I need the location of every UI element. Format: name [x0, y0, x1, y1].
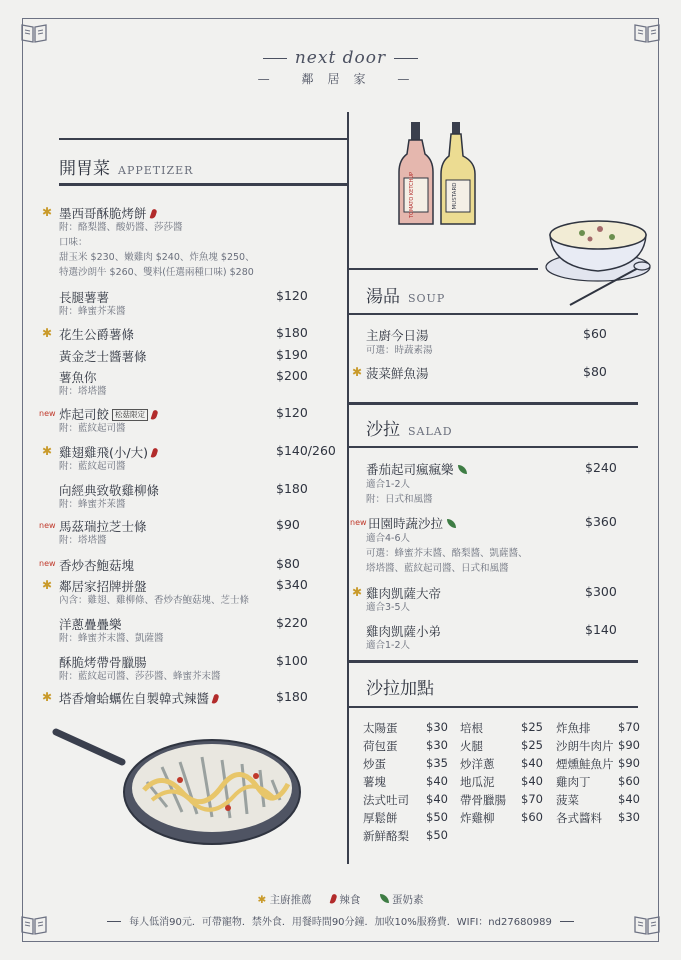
item-note: 可選：時蔬素湯: [366, 345, 433, 356]
salad-title-zh: 沙拉: [366, 420, 400, 440]
footer-note: [0, 913, 681, 928]
addon-name: 菠菜: [556, 793, 579, 807]
legend-veg: [376, 894, 424, 906]
addon-price: $30: [426, 738, 448, 752]
skillet-illustration: [52, 722, 302, 852]
chef-recommend-icon: ✱: [257, 894, 267, 906]
menu-item: [59, 443, 157, 461]
item-name: 花生公爵薯條: [59, 327, 135, 342]
addon-price: $25: [521, 720, 543, 734]
new-tag: new: [350, 518, 367, 527]
chef-recommend-icon: ✱: [42, 444, 53, 458]
appetizer-title-en: APPETIZER: [118, 164, 194, 177]
addon-name: 地瓜泥: [460, 775, 495, 789]
menu-item: [59, 405, 157, 423]
addon-name: 太陽蛋: [363, 721, 398, 735]
appetizer-top-line: [59, 138, 347, 140]
item-price: $360: [585, 514, 617, 529]
addon-price: $40: [618, 792, 640, 806]
chef-recommend-icon: ✱: [352, 585, 363, 599]
addon-name: 炸魚排: [556, 721, 591, 735]
item-name: 黃金芝士醬薯條: [59, 349, 147, 364]
item-note: 附：日式和風醬: [366, 494, 433, 505]
addon-price: $50: [426, 810, 448, 824]
item-name: 塔香燴蛤蠣佐自製韓式辣醬: [59, 691, 210, 706]
item-price: $240: [585, 460, 617, 475]
condiment-bottles-illustration: [395, 120, 485, 230]
addon-price: $50: [426, 828, 448, 842]
menu-item: [368, 514, 456, 532]
item-name: 田園時蔬沙拉: [368, 516, 444, 531]
item-name: 墨西哥酥脆烤餅: [59, 206, 147, 221]
book-icon: [20, 22, 48, 44]
item-note: 塔塔醬、藍紋起司醬、日式和風醬: [366, 563, 509, 574]
item-name: 香炒杏鮑菇塊: [59, 558, 135, 573]
addon-name: 薯塊: [363, 775, 386, 789]
item-price: $300: [585, 584, 617, 599]
salad-title: [366, 415, 453, 440]
addon-price: $60: [521, 810, 543, 824]
item-price: $80: [276, 556, 300, 571]
addon-name: 新鮮酪梨: [363, 829, 409, 843]
ketchup-label: TOMATO KETCHUP: [409, 171, 415, 219]
item-price: $340: [276, 577, 308, 592]
salad-underline: [348, 446, 638, 448]
addon-name: 火腿: [460, 739, 483, 753]
item-price: $180: [276, 481, 308, 496]
item-note: 附：塔塔醬: [59, 535, 107, 546]
addon-price: $70: [521, 792, 543, 806]
chef-recommend-icon: ✱: [42, 326, 53, 340]
addon-name: 培根: [460, 721, 483, 735]
item-price: $140: [585, 622, 617, 637]
item-name: 主廚今日湯: [366, 328, 429, 343]
item-note: 甜玉米 $230、嫩雞肉 $240、炸魚塊 $250、: [59, 252, 255, 263]
item-price: $80: [583, 364, 607, 379]
appetizer-underline: [59, 183, 347, 186]
soup-title-en: SOUP: [408, 292, 446, 305]
legend: [0, 892, 681, 907]
addon-name: 帶骨臘腸: [460, 793, 506, 807]
addon-top-line: [348, 660, 638, 663]
addon-name: 煙燻鮭魚片: [556, 757, 614, 771]
addon-price: $40: [521, 774, 543, 788]
brand-header: [0, 48, 681, 87]
addon-name: 荷包蛋: [363, 739, 398, 753]
chef-recommend-icon: ✱: [352, 365, 363, 379]
menu-item: [59, 204, 156, 222]
item-price: $200: [276, 368, 308, 383]
menu-item: [366, 460, 467, 478]
legend-chef-label: 主廚推薦: [269, 894, 312, 906]
item-price: $220: [276, 615, 308, 630]
chef-recommend-icon: ✱: [42, 690, 53, 704]
item-name: 菠菜鮮魚湯: [366, 366, 429, 381]
vegetarian-leaf-icon: [458, 465, 467, 474]
salad-title-en: SALAD: [408, 425, 453, 438]
addon-price: $40: [426, 792, 448, 806]
addon-price: $40: [521, 756, 543, 770]
chili-icon: [330, 893, 338, 904]
legend-chef: [257, 894, 311, 906]
appetizer-title-zh: 開胃菜: [59, 159, 110, 179]
addon-name: 雞肉丁: [556, 775, 591, 789]
item-note: 口味：: [59, 237, 88, 248]
addon-price: $30: [618, 810, 640, 824]
item-note: 適合1-2人: [366, 640, 411, 651]
item-name: 炸起司餃: [59, 407, 110, 422]
chef-recommend-icon: ✱: [42, 205, 53, 219]
addon-name: 厚鬆餅: [363, 811, 398, 825]
item-note: 附：藍紋起司醬、莎莎醬、蜂蜜芥末醬: [59, 671, 221, 682]
item-name: 長腿薯薯: [59, 290, 110, 305]
addon-name: 炸雞柳: [460, 811, 495, 825]
item-name: 雞翅雞飛(小/大): [59, 445, 148, 460]
brand-script: [0, 48, 681, 68]
item-price: $190: [276, 347, 308, 362]
book-icon: [633, 22, 661, 44]
item-price: $120: [276, 288, 308, 303]
item-name: 向經典致敬雞柳條: [59, 483, 160, 498]
menu-item: [59, 689, 218, 707]
item-note: 適合1-2人: [366, 479, 411, 490]
item-name: 酥脆烤帶骨臘腸: [59, 655, 147, 670]
item-name: 鄰居家招牌拼盤: [59, 579, 147, 594]
footer-text: 每人低消90元．可帶寵物．禁外食．用餐時間90分鐘．加收10%服務費．WIFI：nd27680989: [129, 917, 552, 928]
item-note: 附：蜂蜜芥末醬、凱薩醬: [59, 633, 164, 644]
vegetarian-leaf-icon: [447, 519, 456, 528]
salad-top-line: [348, 402, 638, 405]
appetizer-title: [59, 154, 193, 179]
item-name: 洋蔥疊疊樂: [59, 617, 122, 632]
legend-spicy: [327, 894, 360, 906]
item-name: 番茄起司瘋瘋樂: [366, 462, 454, 477]
soup-title: [366, 282, 445, 307]
addon-name: 各式醬料: [556, 811, 602, 825]
brand-name: next door: [294, 48, 387, 68]
legend-veg-label: 蛋奶素: [392, 894, 424, 906]
new-tag: new: [39, 409, 56, 418]
item-name: 雞肉凱薩小弟: [366, 624, 442, 639]
addon-title: 沙拉加點: [366, 679, 434, 699]
soup-underline: [348, 313, 638, 315]
chef-recommend-icon: ✱: [42, 578, 53, 592]
addon-price: $25: [521, 738, 543, 752]
new-tag: new: [39, 559, 56, 568]
item-note: 附：蜂蜜芥茉醬: [59, 306, 126, 317]
item-note: 特選沙朗牛 $260、雙料(任選兩種口味) $280: [59, 267, 254, 278]
item-note: 附：塔塔醬: [59, 386, 107, 397]
item-note: 適合4-6人: [366, 533, 411, 544]
item-price: $120: [276, 405, 308, 420]
addon-name: 沙朗牛肉片: [556, 739, 614, 753]
item-name: 馬茲瑞拉芝士條: [59, 519, 147, 534]
addon-underline: [348, 706, 638, 708]
soup-top-line: [348, 268, 538, 270]
addon-price: $70: [618, 720, 640, 734]
addon-name: 炒蛋: [363, 757, 386, 771]
item-name: 雞肉凱薩大帝: [366, 586, 442, 601]
vegetarian-leaf-icon: [380, 894, 389, 903]
new-tag: new: [39, 521, 56, 530]
addon-name: 炒洋蔥: [460, 757, 495, 771]
brand-chinese-name: 鄰居家: [301, 72, 380, 86]
addon-price: $90: [618, 756, 640, 770]
item-note: 可選：蜂蜜芥末醬、酪梨醬、凱薩醬、: [366, 548, 528, 559]
legend-spicy-label: 辣食: [339, 894, 361, 906]
item-name: 薯魚你: [59, 370, 97, 385]
addon-price: $90: [618, 738, 640, 752]
item-note: 適合3-5人: [366, 602, 411, 613]
brand-chinese: — 鄰居家 —: [257, 72, 424, 86]
addon-name: 法式吐司: [363, 793, 409, 807]
item-note: 附：蜂蜜芥茉醬: [59, 499, 126, 510]
soup-bowl-illustration: [540, 205, 660, 315]
item-price: $60: [583, 326, 607, 341]
item-note: 附：酪梨醬、酸奶醬、莎莎醬: [59, 222, 183, 233]
item-note: 內含：雞翅、雞柳條、香炒杏鮑菇塊、芝士條: [59, 595, 250, 606]
item-price: $90: [276, 517, 300, 532]
mustard-label: MUSTARD: [452, 182, 458, 210]
addon-price: $30: [426, 720, 448, 734]
item-price: $180: [276, 689, 308, 704]
soup-title-zh: 湯品: [366, 287, 400, 307]
item-price: $140/260: [276, 443, 336, 458]
item-price: $100: [276, 653, 308, 668]
addon-price: $40: [426, 774, 448, 788]
limited-badge: 松菇限定: [112, 409, 148, 421]
item-price: $180: [276, 325, 308, 340]
addon-price: $35: [426, 756, 448, 770]
item-note: 附：藍紋起司醬: [59, 461, 126, 472]
item-note: 附：藍紋起司醬: [59, 423, 126, 434]
column-divider: [347, 112, 349, 864]
addon-price: $60: [618, 774, 640, 788]
